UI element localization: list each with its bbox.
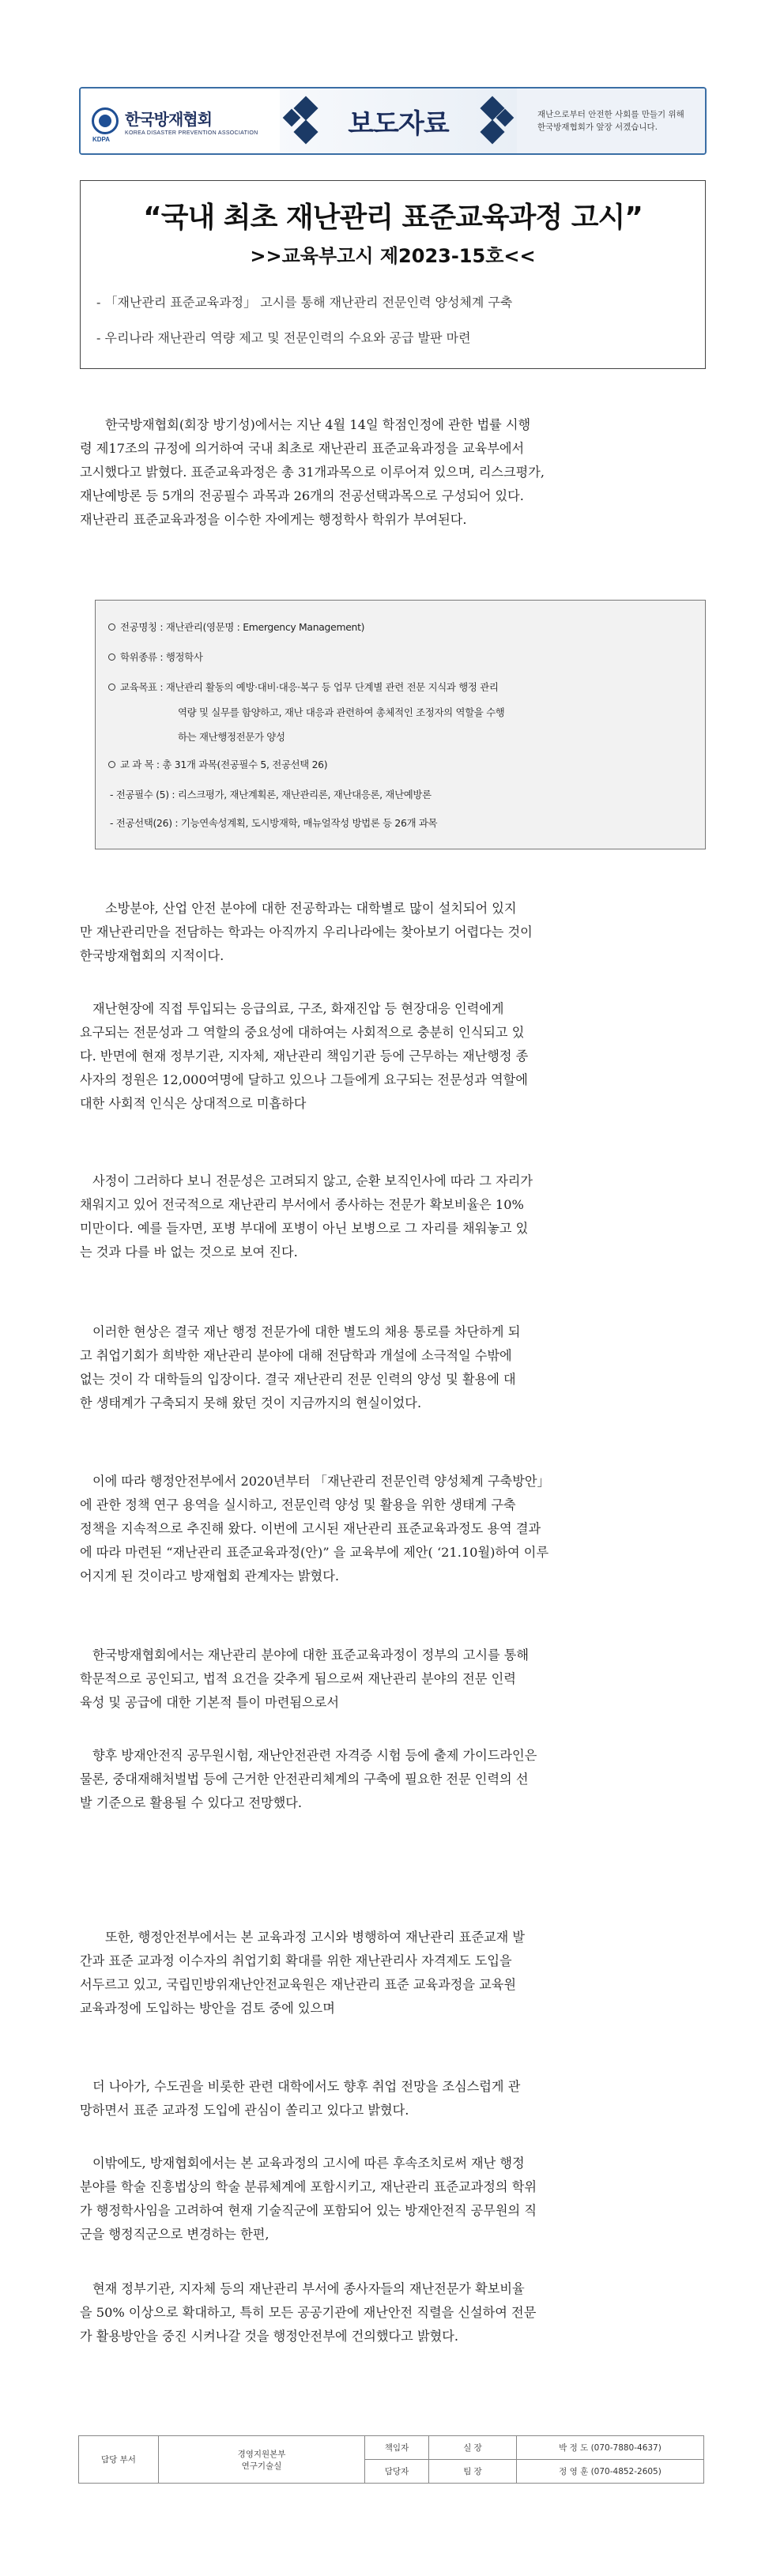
paragraph-line: 에 따라 마련된 “재난관리 표준교육과정(안)” 을 교육부에 제안( ‘21.10월)하여 이루	[80, 1545, 549, 1560]
slogan-line: 재난으로부터 안전한 사회를 만들기 위해	[537, 110, 684, 119]
role-cell: 담당자	[365, 2460, 429, 2484]
org-abbr: KDPA	[92, 136, 111, 143]
paragraph-line: 채워지고 있어 전국적으로 재난관리 부서에서 종사하는 전문가 확보비율은 10%	[80, 1197, 524, 1212]
paragraph-line: 가 행정학사임을 고려하여 현재 기술직군에 포함되어 있는 방재안전직 공무원의 직	[80, 2203, 537, 2218]
body-paragraph	[80, 897, 706, 968]
paragraph-line: 재난예방론 등 5개의 전공필수 과목과 26개의 전공선택과목으로 구성되어 있다.	[80, 488, 524, 503]
paragraph-line: 발 기준으로 활용될 수 있다고 전망했다.	[80, 1795, 303, 1810]
paragraph-line: 다. 반면에 현재 정부기관, 지자체, 재난관리 책임기관 등에 근무하는 재난행정 종	[80, 1049, 529, 1064]
paragraph-line: 사정이 그러하다 보니 전문성은 고려되지 않고, 순환 보직인사에 따라 그 자리가	[92, 1173, 533, 1188]
press-release-label: 보도자료	[348, 107, 449, 140]
paragraph-line: 재난현장에 직접 투입되는 응급의료, 구조, 화재진압 등 현장대응 인력에게	[92, 1001, 504, 1016]
org-name-en: KOREA DISASTER PREVENTION ASSOCIATION	[125, 130, 258, 136]
role-cell: 책임자	[365, 2436, 429, 2460]
slogan-zone	[517, 89, 705, 153]
body-paragraph	[80, 1644, 706, 1715]
paragraph-line: 사자의 정원은 12,000여명에 달하고 있으나 그들에게 요구되는 전문성과 역할에	[80, 1072, 528, 1087]
body-paragraph	[80, 1320, 706, 1415]
circle-bullet-icon	[108, 684, 115, 691]
info-line-goal-cont: 역량 및 실무를 함양하고, 재난 대응과 관련하여 총체적인 조정자의 역할을 수행	[178, 706, 505, 718]
paragraph-line: 교육과정에 도입하는 방안을 검토 중에 있으며	[80, 2001, 335, 2016]
paragraph-line: 령 제17조의 규정에 의거하여 국내 최초로 재난관리 표준교육과정을 교육부에서	[80, 441, 525, 456]
headline-subtitle: >>교육부고시 제2023-15호<<	[250, 245, 536, 267]
paragraph-line: 재난관리 표준교육과정을 이수한 자에게는 행정학사 학위가 부여된다.	[80, 512, 467, 527]
summary-bullet: - 「재난관리 표준교육과정」 고시를 통해 재난관리 전문인력 양성체계 구축	[96, 295, 513, 310]
paragraph-line: 을 50% 이상으로 확대하고, 특히 모든 공공기관에 재난안전 직렬을 신설하여 전문	[80, 2305, 537, 2320]
paragraph-line: 서두르고 있고, 국립민방위재난안전교육원은 재난관리 표준 교육과정을 교육원	[80, 1977, 517, 1992]
name-cell: 박 정 도 (070-7880-4637)	[517, 2436, 704, 2460]
paragraph-line: 한국방재협회에서는 재난관리 분야에 대한 표준교육과정이 정부의 고시를 통해	[92, 1648, 530, 1663]
info-line-required: - 전공필수 (5) : 리스크평가, 재난계획론, 재난관리론, 재난대응론, 재난예방론	[110, 789, 432, 800]
summary-bullet: - 우리나라 재난관리 역량 제고 및 전문인력의 수요와 공급 발판 마련	[96, 330, 471, 345]
paragraph-line: 이밖에도, 방재협회에서는 본 교육과정의 고시에 따른 후속조치로써 재난 행정	[92, 2156, 525, 2171]
paragraph-line: 고시했다고 밝혔다. 표준교육과정은 총 31개과목으로 이루어져 있으며, 리스크평가,	[80, 465, 545, 480]
body-paragraph	[80, 2152, 706, 2246]
org-name-ko: 한국방재협회	[125, 109, 212, 129]
paragraph-line: 한 생태계가 구축되지 못해 왔던 것이 지금까지의 현실이었다.	[80, 1395, 422, 1410]
paragraph-line: 고 취업기회가 희박한 재난관리 분야에 대해 전담학과 개설에 소극적일 수밖에	[80, 1348, 512, 1363]
info-line-major: 전공명칭 : 재난관리(영문명 : Emergency Management)	[108, 620, 364, 634]
paragraph-line: 는 것과 다를 바 없는 것으로 보여 진다.	[80, 1245, 298, 1260]
paragraph-line: 한국방재협회(회장 방기성)에서는 지난 4월 14일 학점인정에 관한 법률 시행	[105, 417, 531, 432]
dept-line: 연구기술실	[241, 2461, 282, 2471]
contact-table	[78, 2435, 704, 2484]
paragraph-line: 현재 정부기관, 지자체 등의 재난관리 부서에 종사자들의 재난전문가 확보비율	[92, 2281, 525, 2296]
paragraph-line: 정책을 지속적으로 추진해 왔다. 이번에 고시된 재난관리 표준교육과정도 용역 결과	[80, 1521, 541, 1536]
paragraph-line: 이에 따라 행정안전부에서 2020년부터 「재난관리 전문인력 양성체계 구축방안」	[92, 1474, 550, 1489]
paragraph-line: 만 재난관리만을 전담하는 학과는 아직까지 우리나라에는 찾아보기 어렵다는 것이	[80, 925, 533, 940]
paragraph-line: 미만이다. 예를 들자면, 포병 부대에 포병이 아닌 보병으로 그 자리를 채워놓고 있	[80, 1221, 529, 1236]
paragraph-line: 간과 표준 교과정 이수자의 취업기회 확대를 위한 재난관리사 자격제도 도입을	[80, 1953, 512, 1968]
paragraph-line: 없는 것이 각 대학들의 입장이다. 결국 재난관리 전문 인력의 양성 및 활용에 대	[80, 1372, 516, 1387]
press-release-banner	[79, 87, 707, 155]
press-label-zone	[280, 89, 517, 153]
body-paragraph	[80, 2075, 706, 2122]
title-cell: 팀 장	[429, 2460, 517, 2484]
body-paragraph	[80, 2277, 706, 2348]
dept-name-cell	[159, 2436, 365, 2484]
paragraph-line: 더 나아가, 수도권을 비롯한 관련 대학에서도 향후 취업 전망을 조심스럽게 관	[92, 2079, 521, 2094]
body-paragraph	[80, 1470, 706, 1588]
paragraph-line: 향후 방재안전직 공무원시험, 재난안전관련 자격증 시험 등에 출제 가이드라인은	[92, 1748, 537, 1763]
dept-line: 경영지원본부	[237, 2449, 286, 2459]
slogan	[537, 108, 684, 134]
headline-box	[80, 180, 706, 369]
body-paragraph	[80, 1169, 706, 1264]
info-line-elective: - 전공선택(26) : 기능연속성계획, 도시방재학, 매뉴얼작성 방법론 등 26개 과목	[110, 817, 438, 829]
paragraph-line: 분야를 학술 진흥법상의 학술 분류체계에 포함시키고, 재난관리 표준교과정의 학위	[80, 2179, 537, 2194]
name-cell: 정 영 훈 (070-4852-2605)	[517, 2460, 704, 2484]
headline-title: “국내 최초 재난관리 표준교육과정 고시”	[143, 201, 643, 234]
slogan-line: 한국방재협회가 앞장 서겠습니다.	[537, 122, 658, 132]
body-paragraph	[80, 413, 706, 532]
paragraph-line: 또한, 행정안전부에서는 본 교육과정 고시와 병행하여 재난관리 표준교재 발	[105, 1930, 526, 1945]
curriculum-info-box	[95, 600, 706, 849]
body-paragraph	[80, 997, 706, 1116]
paragraph-line: 대한 사회적 인식은 상대적으로 미흡하다	[80, 1096, 307, 1111]
paragraph-line: 물론, 중대재해처벌법 등에 근거한 안전관리체계의 구축에 필요한 전문 인력의 선	[80, 1772, 529, 1787]
paragraph-line: 망하면서 표준 교과정 도입에 관심이 쏠리고 있다고 밝혔다.	[80, 2103, 409, 2118]
diamond-icon	[293, 119, 318, 144]
paragraph-line: 이러한 현상은 결국 재난 행정 전문가에 대한 별도의 채용 통로를 차단하게 되	[92, 1324, 521, 1339]
paragraph-line: 소방분야, 산업 안전 분야에 대한 전공학과는 대학별로 많이 설치되어 있지	[105, 901, 517, 916]
paragraph-line: 학문적으로 공인되고, 법적 요건을 갖추게 됨으로써 재난관리 분야의 전문 인력	[80, 1671, 516, 1686]
paragraph-line: 군을 행정직군으로 변경하는 한편,	[80, 2227, 270, 2242]
body-paragraph	[80, 1926, 706, 2021]
circle-bullet-icon	[108, 761, 115, 768]
circle-bullet-icon	[108, 653, 115, 661]
title-cell: 실 장	[429, 2436, 517, 2460]
info-line-courses: 교 과 목 : 총 31개 과목(전공필수 5, 전공선택 26)	[108, 757, 327, 771]
circle-bullet-icon	[108, 623, 115, 631]
info-line-goal-cont: 하는 재난행정전문가 양성	[178, 731, 285, 743]
paragraph-line: 에 관한 정책 연구 용역을 실시하고, 전문인력 양성 및 활용을 위한 생태계 구축	[80, 1497, 516, 1512]
paragraph-line: 어지게 된 것이라고 방재협회 관계자는 밝혔다.	[80, 1569, 339, 1584]
dept-label-cell: 담당 부서	[79, 2436, 159, 2484]
body-paragraph	[80, 1744, 706, 1815]
org-logo	[81, 89, 280, 153]
kdpa-logo-icon	[92, 107, 119, 134]
paragraph-line: 요구되는 전문성과 그 역할의 중요성에 대하여는 사회적으로 충분히 인식되고 있	[80, 1025, 525, 1040]
paragraph-line: 한국방재협회의 지적이다.	[80, 948, 224, 963]
info-line-goal: 교육목표 : 재난관리 활동의 예방·대비·대응·복구 등 업무 단계별 관련 전문 지식과 행정 관리	[108, 680, 499, 694]
paragraph-line: 육성 및 공급에 대한 기본적 틀이 마련됨으로서	[80, 1695, 339, 1710]
paragraph-line: 가 활용방안을 중진 시켜나갈 것을 행정안전부에 건의했다고 밝혔다.	[80, 2329, 459, 2344]
info-line-degree: 학위종류 : 행정학사	[108, 650, 203, 664]
